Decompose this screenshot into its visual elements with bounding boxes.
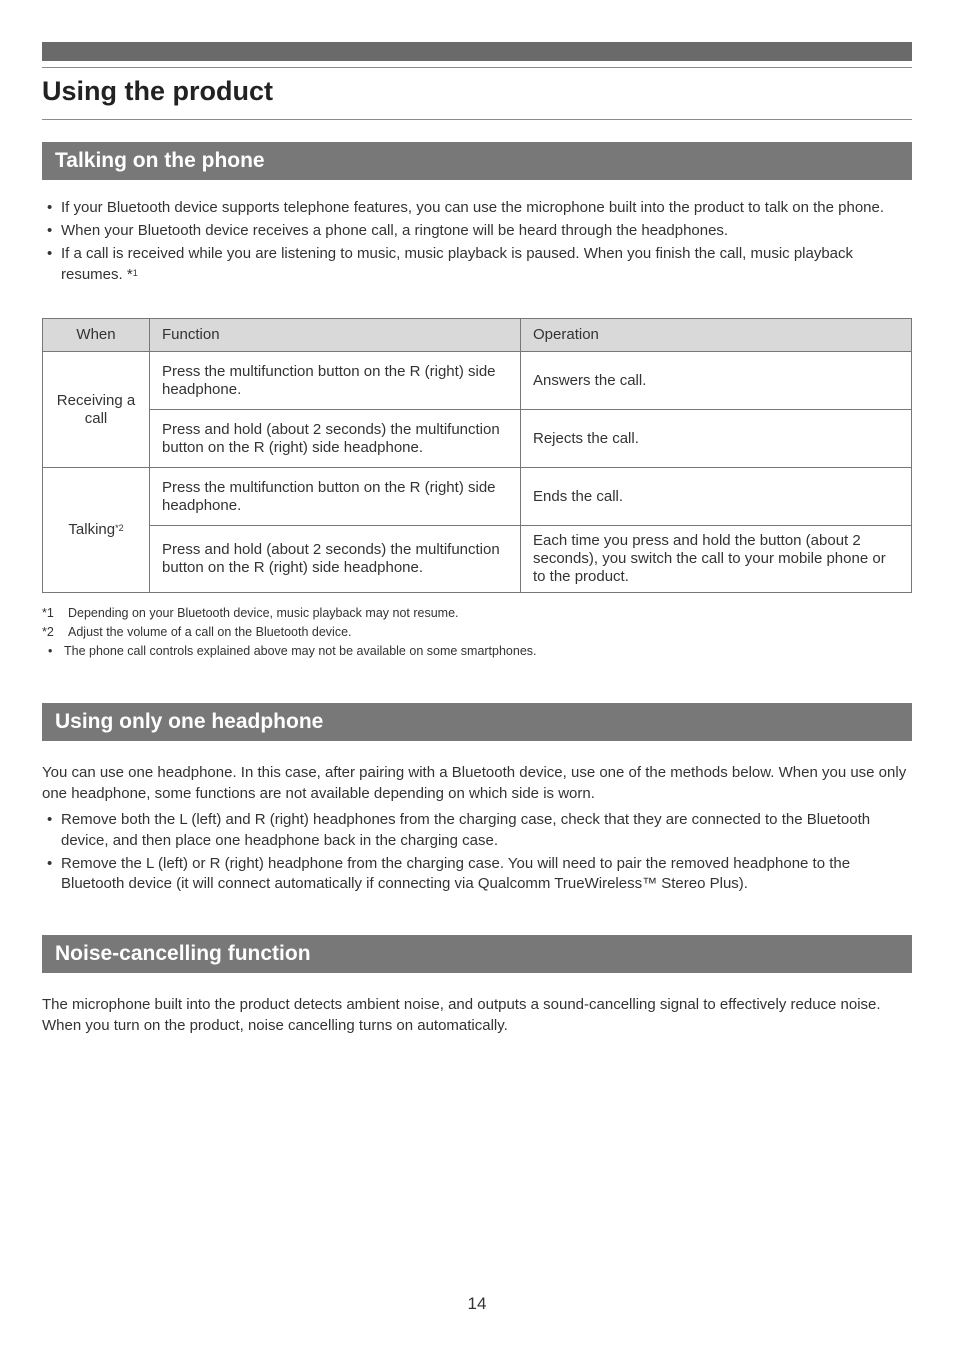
operation-cell: Rejects the call. (521, 410, 912, 468)
when-cell-talking: Talking$^{*2}$ (43, 468, 150, 593)
table-row (43, 410, 912, 468)
table-row (43, 526, 912, 593)
list-item: • If your Bluetooth device supports telephone features, you can use the microphone built into the product to talk on the phone. (42, 198, 914, 219)
talking-bullet-list (42, 198, 914, 288)
function-cell: Press the multifunction button on the R (right) side headphone. (150, 468, 521, 526)
column-header-function: Function (150, 319, 521, 352)
section-heading-one-headphone: Using only one headphone (42, 703, 912, 741)
title-rule-bottom (42, 119, 912, 120)
operation-cell: Ends the call. (521, 468, 912, 526)
list-item: • If a call is received while you are listening to music, music playback is paused. When you finish the call, music playback resumes. *$^1$ (42, 244, 914, 285)
call-controls-table (42, 318, 912, 593)
page-number: 14 (467, 1294, 487, 1313)
function-cell: Press and hold (about 2 seconds) the multifunction button on the R (right) side headphone. (150, 410, 521, 468)
when-cell-receiving: Receiving a call (43, 352, 150, 468)
page-title: Using the product (42, 76, 273, 106)
footnote: • The phone call controls explained above may not be available on some smartphones. (48, 644, 537, 658)
column-header-when: When (43, 319, 150, 352)
function-cell: Press and hold (about 2 seconds) the multifunction button on the R (right) side headphone. (150, 526, 521, 593)
table-header-row (43, 319, 912, 352)
one-headphone-bullet-list (42, 810, 914, 897)
header-bar (42, 42, 912, 61)
section-heading-noise-cancelling: Noise-cancelling function (42, 935, 912, 973)
title-rule-top (42, 67, 912, 68)
operation-cell: Each time you press and hold the button (about 2 seconds), you switch the call to your mobile phone or to the product. (521, 526, 912, 593)
footnotes (42, 604, 537, 661)
list-item: • When your Bluetooth device receives a phone call, a ringtone will be heard through the headphones. (42, 221, 914, 242)
column-header-operation: Operation (521, 319, 912, 352)
function-cell: Press the multifunction button on the R (right) side headphone. (150, 352, 521, 410)
one-headphone-intro: You can use one headphone. In this case, after pairing with a Bluetooth device, use one of the methods below. When you use only one headphone, some functions are not available depending on which side is worn. (42, 764, 907, 802)
footnote-ref-1: 1 (132, 267, 138, 278)
list-item: • Remove the L (left) or R (right) headphone from the charging case. You will need to pair the removed headphone to the Bluetooth device (it will connect automatically if connecting via Qualcomm TrueWireless™ Stereo Plus). (42, 854, 914, 895)
table-row (43, 352, 912, 410)
footnote: *1 Depending on your Bluetooth device, music playback may not resume. (42, 606, 459, 620)
list-item: • Remove both the L (left) and R (right) headphones from the charging case, check that they are connected to the Bluetooth device, and then place one headphone back in the charging case. (42, 810, 914, 851)
section-heading-talking: Talking on the phone (42, 142, 912, 180)
footnote: *2 Adjust the volume of a call on the Bluetooth device. (42, 625, 352, 639)
table-row (43, 468, 912, 526)
operation-cell: Answers the call. (521, 352, 912, 410)
footnote-ref-2: *2 (115, 523, 124, 533)
noise-cancelling-text: The microphone built into the product detects ambient noise, and outputs a sound-cancelling signal to effectively reduce noise. When you turn on the product, noise cancelling turns on automatically. (42, 996, 881, 1034)
